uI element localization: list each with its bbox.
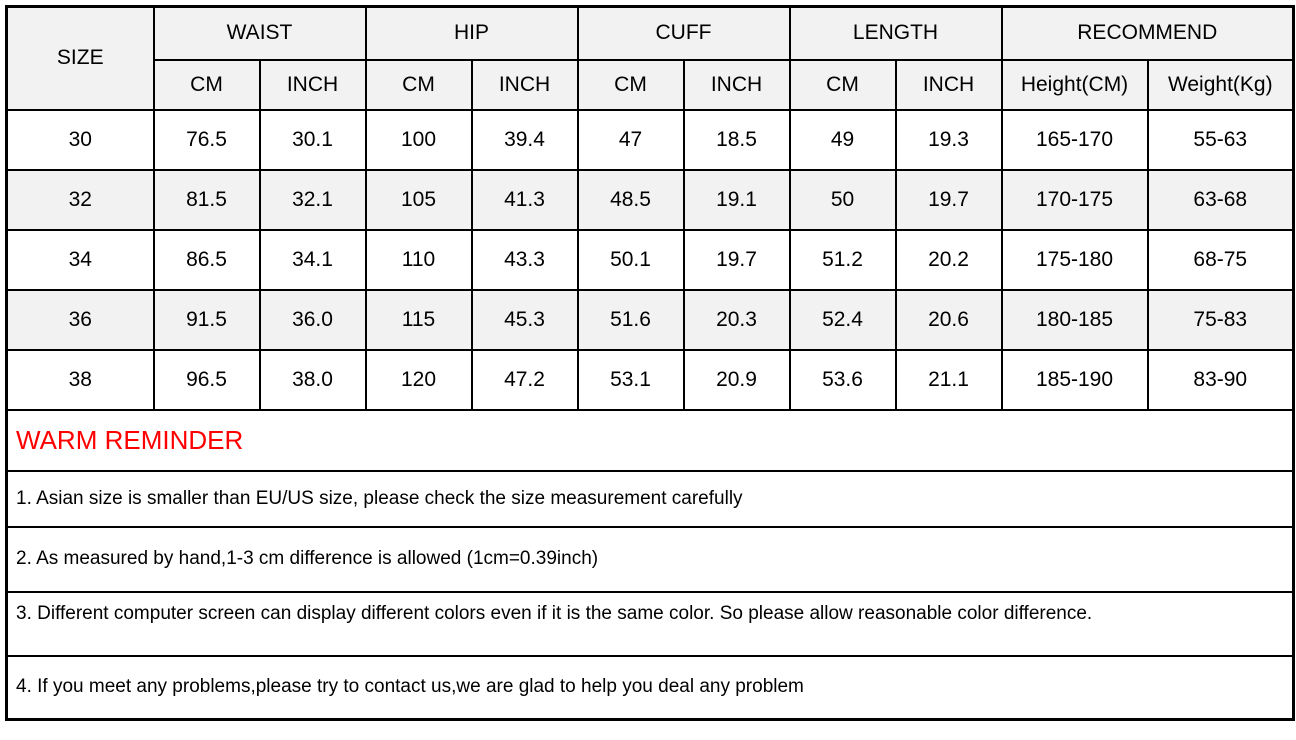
note-row-3	[7, 592, 1294, 656]
cell-cuff-inch: 19.7	[684, 230, 790, 290]
cell-cuff-cm: 47	[578, 110, 684, 170]
cell-hip-cm: 115	[366, 290, 472, 350]
cell-cuff-cm: 50.1	[578, 230, 684, 290]
cell-height: 175-180	[1002, 230, 1148, 290]
note-row-1	[7, 471, 1294, 527]
cell-height: 170-175	[1002, 170, 1148, 230]
cell-weight: 75-83	[1148, 290, 1294, 350]
cell-cuff-inch: 19.1	[684, 170, 790, 230]
cell-length-cm: 52.4	[790, 290, 896, 350]
cell-size: 34	[7, 230, 154, 290]
header-length: LENGTH	[790, 7, 1002, 60]
cell-weight: 68-75	[1148, 230, 1294, 290]
cell-cuff-cm: 48.5	[578, 170, 684, 230]
header-hip-cm: CM	[366, 60, 472, 110]
note-text-1: 1. Asian size is smaller than EU/US size, please check the size measurement carefully	[7, 471, 1294, 527]
warm-reminder-row	[7, 410, 1294, 471]
header-waist-cm: CM	[154, 60, 260, 110]
cell-size: 38	[7, 350, 154, 410]
cell-cuff-inch: 20.9	[684, 350, 790, 410]
header-hip: HIP	[366, 7, 578, 60]
table-row-size-32	[7, 170, 1294, 230]
cell-length-cm: 50	[790, 170, 896, 230]
cell-height: 165-170	[1002, 110, 1148, 170]
cell-waist-cm: 91.5	[154, 290, 260, 350]
cell-hip-inch: 45.3	[472, 290, 578, 350]
header-length-cm: CM	[790, 60, 896, 110]
note-row-2	[7, 527, 1294, 592]
cell-cuff-inch: 18.5	[684, 110, 790, 170]
table-row-size-30	[7, 110, 1294, 170]
cell-hip-cm: 100	[366, 110, 472, 170]
cell-hip-inch: 39.4	[472, 110, 578, 170]
cell-length-inch: 19.7	[896, 170, 1002, 230]
cell-cuff-inch: 20.3	[684, 290, 790, 350]
note-text-3: 3. Different computer screen can display different colors even if it is the same color. So please allow reasonable color difference.	[7, 592, 1294, 656]
cell-height: 185-190	[1002, 350, 1148, 410]
cell-hip-cm: 110	[366, 230, 472, 290]
warm-reminder-title: WARM REMINDER	[7, 410, 1294, 471]
cell-waist-cm: 76.5	[154, 110, 260, 170]
cell-hip-cm: 105	[366, 170, 472, 230]
header-unit-row	[7, 60, 1294, 110]
cell-cuff-cm: 51.6	[578, 290, 684, 350]
cell-size: 30	[7, 110, 154, 170]
header-hip-inch: INCH	[472, 60, 578, 110]
cell-weight: 63-68	[1148, 170, 1294, 230]
note-text-2: 2. As measured by hand,1-3 cm difference is allowed (1cm=0.39inch)	[7, 527, 1294, 592]
size-chart-table	[5, 5, 1295, 721]
cell-weight: 55-63	[1148, 110, 1294, 170]
cell-waist-inch: 34.1	[260, 230, 366, 290]
table-row-size-38	[7, 350, 1294, 410]
cell-hip-inch: 43.3	[472, 230, 578, 290]
header-waist-inch: INCH	[260, 60, 366, 110]
header-cuff-inch: INCH	[684, 60, 790, 110]
header-waist: WAIST	[154, 7, 366, 60]
cell-length-cm: 49	[790, 110, 896, 170]
cell-length-cm: 53.6	[790, 350, 896, 410]
cell-cuff-cm: 53.1	[578, 350, 684, 410]
table-row-size-34	[7, 230, 1294, 290]
cell-waist-cm: 96.5	[154, 350, 260, 410]
cell-waist-inch: 32.1	[260, 170, 366, 230]
cell-length-cm: 51.2	[790, 230, 896, 290]
cell-length-inch: 20.2	[896, 230, 1002, 290]
header-cuff: CUFF	[578, 7, 790, 60]
cell-length-inch: 20.6	[896, 290, 1002, 350]
cell-waist-inch: 30.1	[260, 110, 366, 170]
cell-waist-cm: 81.5	[154, 170, 260, 230]
cell-waist-inch: 38.0	[260, 350, 366, 410]
cell-length-inch: 19.3	[896, 110, 1002, 170]
cell-height: 180-185	[1002, 290, 1148, 350]
cell-hip-cm: 120	[366, 350, 472, 410]
cell-length-inch: 21.1	[896, 350, 1002, 410]
table-row-size-36	[7, 290, 1294, 350]
header-group-row	[7, 7, 1294, 60]
header-cuff-cm: CM	[578, 60, 684, 110]
header-recommend: RECOMMEND	[1002, 7, 1294, 60]
header-length-inch: INCH	[896, 60, 1002, 110]
note-row-4	[7, 656, 1294, 720]
cell-size: 32	[7, 170, 154, 230]
cell-waist-cm: 86.5	[154, 230, 260, 290]
note-text-4: 4. If you meet any problems,please try to contact us,we are glad to help you deal any problem	[7, 656, 1294, 720]
cell-waist-inch: 36.0	[260, 290, 366, 350]
cell-hip-inch: 41.3	[472, 170, 578, 230]
cell-hip-inch: 47.2	[472, 350, 578, 410]
cell-weight: 83-90	[1148, 350, 1294, 410]
cell-size: 36	[7, 290, 154, 350]
header-height-cm: Height(CM)	[1002, 60, 1148, 110]
header-size: SIZE	[7, 7, 154, 110]
header-weight-kg: Weight(Kg)	[1148, 60, 1294, 110]
